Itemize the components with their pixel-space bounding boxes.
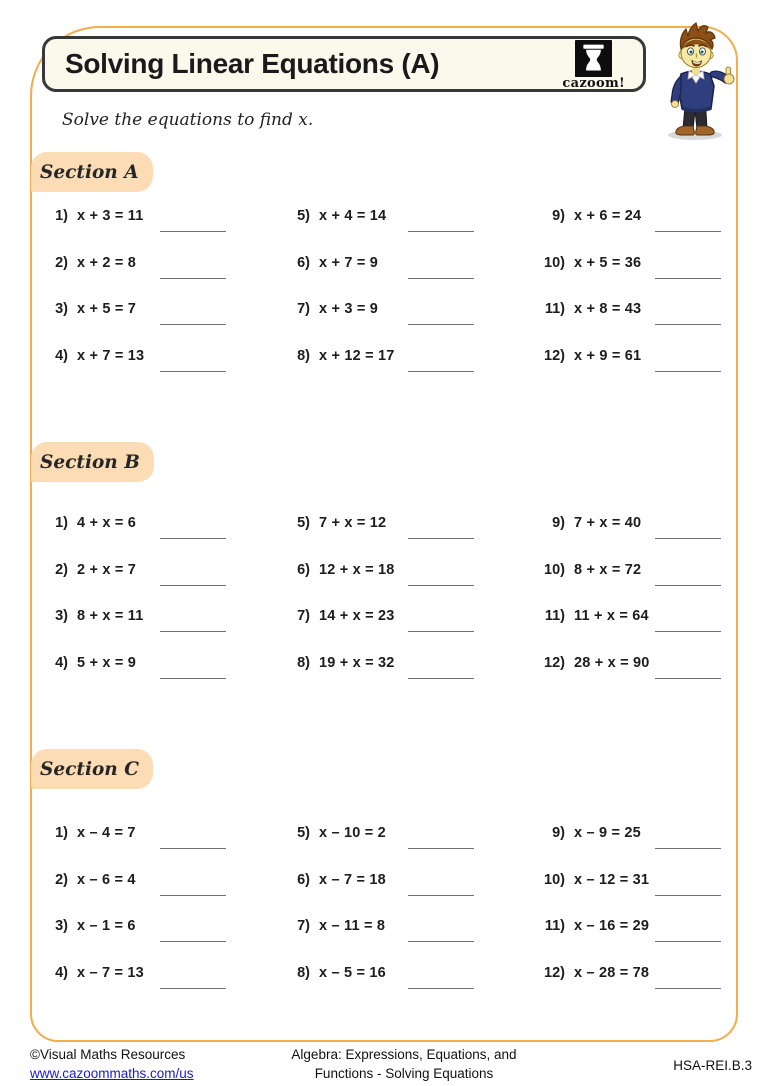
problem-number: 2) <box>55 561 68 578</box>
problem-row <box>282 335 474 382</box>
problem-number: 7) <box>297 301 310 317</box>
website-link[interactable]: www.cazoommaths.com/us <box>30 1065 194 1081</box>
problem-number: 4) <box>55 347 68 364</box>
answer-line <box>408 538 474 539</box>
answer-line <box>408 678 474 679</box>
equation-text: 19 + x = 32 <box>319 654 395 671</box>
equation-text: x + 5 = 7 <box>77 301 137 317</box>
problem-number: 10) <box>544 254 565 271</box>
problem-row <box>537 502 721 549</box>
problem-row <box>282 905 474 952</box>
problem-row <box>40 549 226 596</box>
problem-row <box>282 642 474 689</box>
section-b-label <box>31 442 154 482</box>
answer-line <box>408 631 474 632</box>
equation-text: 14 + x = 23 <box>319 608 395 624</box>
section-c-label <box>31 749 153 789</box>
problem-number: 12) <box>544 347 565 364</box>
problem-row <box>282 242 474 289</box>
equation-text: x – 1 = 6 <box>77 918 136 934</box>
problem-number: 2) <box>55 254 68 271</box>
answer-line <box>655 895 721 896</box>
problem-row <box>40 502 226 549</box>
equation-text: x + 2 = 8 <box>77 254 137 271</box>
problem-row <box>537 905 721 952</box>
problem-number: 10) <box>544 871 565 888</box>
problem-row <box>40 242 226 289</box>
problem-row <box>282 812 474 859</box>
cazoom-logo <box>562 40 625 91</box>
problem-row <box>40 905 226 952</box>
problem-number: 12) <box>544 654 565 671</box>
problem-column <box>40 502 226 688</box>
answer-line <box>408 988 474 989</box>
problem-row <box>537 952 721 999</box>
problem-number: 3) <box>55 918 68 934</box>
problem-column <box>40 195 226 381</box>
equation-text: x – 9 = 25 <box>574 825 641 841</box>
problem-row <box>282 595 474 642</box>
problem-number: 6) <box>297 254 310 271</box>
problem-number: 5) <box>297 825 310 841</box>
equation-text: x – 10 = 2 <box>319 825 386 841</box>
answer-line <box>160 231 226 232</box>
problem-row <box>282 502 474 549</box>
equation-text: x – 7 = 18 <box>319 871 386 888</box>
equation-text: 28 + x = 90 <box>574 654 650 671</box>
answer-line <box>160 631 226 632</box>
answer-line <box>408 941 474 942</box>
problem-row <box>40 595 226 642</box>
problem-number: 12) <box>544 964 565 981</box>
problem-column <box>282 195 474 381</box>
equation-text: 2 + x = 7 <box>77 561 137 578</box>
equation-text: 5 + x = 9 <box>77 654 137 671</box>
equation-text: x + 6 = 24 <box>574 208 642 224</box>
equation-text: x – 7 = 13 <box>77 964 144 981</box>
answer-line <box>408 585 474 586</box>
problem-row <box>40 812 226 859</box>
answer-line <box>160 941 226 942</box>
answer-line <box>408 278 474 279</box>
title-box <box>42 36 646 92</box>
equation-text: x – 16 = 29 <box>574 918 650 934</box>
equation-text: x + 7 = 13 <box>77 347 145 364</box>
problem-row <box>537 812 721 859</box>
problem-row <box>537 195 721 242</box>
equation-text: 4 + x = 6 <box>77 515 137 531</box>
equation-text: 7 + x = 12 <box>319 515 387 531</box>
problem-row <box>537 549 721 596</box>
equation-text: x – 5 = 16 <box>319 964 386 981</box>
problem-number: 3) <box>55 608 68 624</box>
equation-text: x + 4 = 14 <box>319 208 387 224</box>
problem-row <box>282 859 474 906</box>
problem-number: 7) <box>297 608 310 624</box>
equation-text: x + 3 = 9 <box>319 301 379 317</box>
answer-line <box>655 631 721 632</box>
answer-line <box>655 324 721 325</box>
answer-line <box>160 678 226 679</box>
problem-row <box>537 242 721 289</box>
problem-row <box>537 859 721 906</box>
answer-line <box>655 371 721 372</box>
category-line-1: Algebra: Expressions, Equations, and <box>291 1047 517 1062</box>
boy-mascot-icon <box>648 22 748 142</box>
equation-text: x + 3 = 11 <box>77 208 144 224</box>
answer-line <box>655 848 721 849</box>
section-a-label-text: Section A <box>40 161 139 183</box>
problem-row <box>537 642 721 689</box>
answer-line <box>655 585 721 586</box>
equation-text: x + 8 = 43 <box>574 301 642 317</box>
problem-number: 4) <box>55 964 68 981</box>
problem-number: 2) <box>55 871 68 888</box>
answer-line <box>408 848 474 849</box>
problem-number: 6) <box>297 561 310 578</box>
equation-text: 8 + x = 11 <box>77 608 144 624</box>
answer-line <box>655 538 721 539</box>
answer-line <box>408 231 474 232</box>
equation-text: x + 9 = 61 <box>574 347 642 364</box>
answer-line <box>160 278 226 279</box>
answer-line <box>160 585 226 586</box>
problem-number: 10) <box>544 561 565 578</box>
problem-row <box>537 335 721 382</box>
equation-text: x – 4 = 7 <box>77 825 136 841</box>
footer-attribution <box>30 1046 194 1084</box>
problem-column <box>282 812 474 998</box>
problem-number: 6) <box>297 871 310 888</box>
problem-number: 9) <box>552 208 565 224</box>
answer-line <box>655 231 721 232</box>
problem-number: 8) <box>297 964 310 981</box>
answer-line <box>160 988 226 989</box>
problem-row <box>537 288 721 335</box>
answer-line <box>160 848 226 849</box>
answer-line <box>160 371 226 372</box>
equation-text: 11 + x = 64 <box>574 608 649 624</box>
equation-text: x + 5 = 36 <box>574 254 642 271</box>
answer-line <box>408 895 474 896</box>
answer-line <box>160 895 226 896</box>
equation-text: x – 12 = 31 <box>574 871 650 888</box>
problem-column <box>537 812 721 998</box>
problem-number: 11) <box>544 301 565 317</box>
answer-line <box>408 324 474 325</box>
problem-number: 5) <box>297 515 310 531</box>
page-title: Solving Linear Equations (A) <box>65 48 440 79</box>
answer-line <box>160 538 226 539</box>
answer-line <box>655 941 721 942</box>
problem-row <box>40 288 226 335</box>
equation-text: x – 11 = 8 <box>319 918 386 934</box>
problem-number: 1) <box>55 825 68 841</box>
answer-line <box>160 324 226 325</box>
equation-text: 8 + x = 72 <box>574 561 642 578</box>
problem-row <box>40 859 226 906</box>
answer-line <box>408 371 474 372</box>
problem-row <box>40 335 226 382</box>
standard-code: HSA-REI.B.3 <box>673 1058 752 1073</box>
footer-category <box>234 1046 574 1084</box>
answer-line <box>655 678 721 679</box>
equation-text: x – 6 = 4 <box>77 871 136 888</box>
problem-number: 1) <box>55 208 68 224</box>
problem-number: 11) <box>544 608 565 624</box>
problem-row <box>537 595 721 642</box>
problem-row <box>282 195 474 242</box>
problem-number: 8) <box>297 654 310 671</box>
problem-number: 7) <box>297 918 310 934</box>
equation-text: x + 7 = 9 <box>319 254 379 271</box>
problem-row <box>40 642 226 689</box>
problem-number: 8) <box>297 347 310 364</box>
problem-row <box>282 288 474 335</box>
problem-number: 9) <box>552 515 565 531</box>
equation-text: 7 + x = 40 <box>574 515 642 531</box>
copyright-text: ©Visual Maths Resources <box>30 1047 186 1062</box>
problem-column <box>282 502 474 688</box>
problem-row <box>40 195 226 242</box>
problem-number: 4) <box>55 654 68 671</box>
problem-number: 9) <box>552 825 565 841</box>
problem-row <box>282 549 474 596</box>
section-b-label-text: Section B <box>40 451 140 473</box>
logo-wordmark: cazoom! <box>562 75 625 91</box>
problem-number: 1) <box>55 515 68 531</box>
answer-line <box>655 988 721 989</box>
problem-number: 11) <box>544 918 565 934</box>
problem-column <box>40 812 226 998</box>
problem-number: 5) <box>297 208 310 224</box>
problem-number: 3) <box>55 301 68 317</box>
section-a-label <box>31 152 153 192</box>
category-line-2: Functions - Solving Equations <box>314 1065 494 1081</box>
problem-column <box>537 502 721 688</box>
section-c-label-text: Section C <box>40 758 139 780</box>
equation-text: x + 12 = 17 <box>319 347 395 364</box>
hourglass-logo-icon <box>575 40 612 77</box>
equation-text: x – 28 = 78 <box>574 964 650 981</box>
answer-line <box>655 278 721 279</box>
equation-text: 12 + x = 18 <box>319 561 395 578</box>
problem-row <box>282 952 474 999</box>
problem-row <box>40 952 226 999</box>
instruction-text: Solve the equations to find x. <box>62 110 314 130</box>
problem-column <box>537 195 721 381</box>
